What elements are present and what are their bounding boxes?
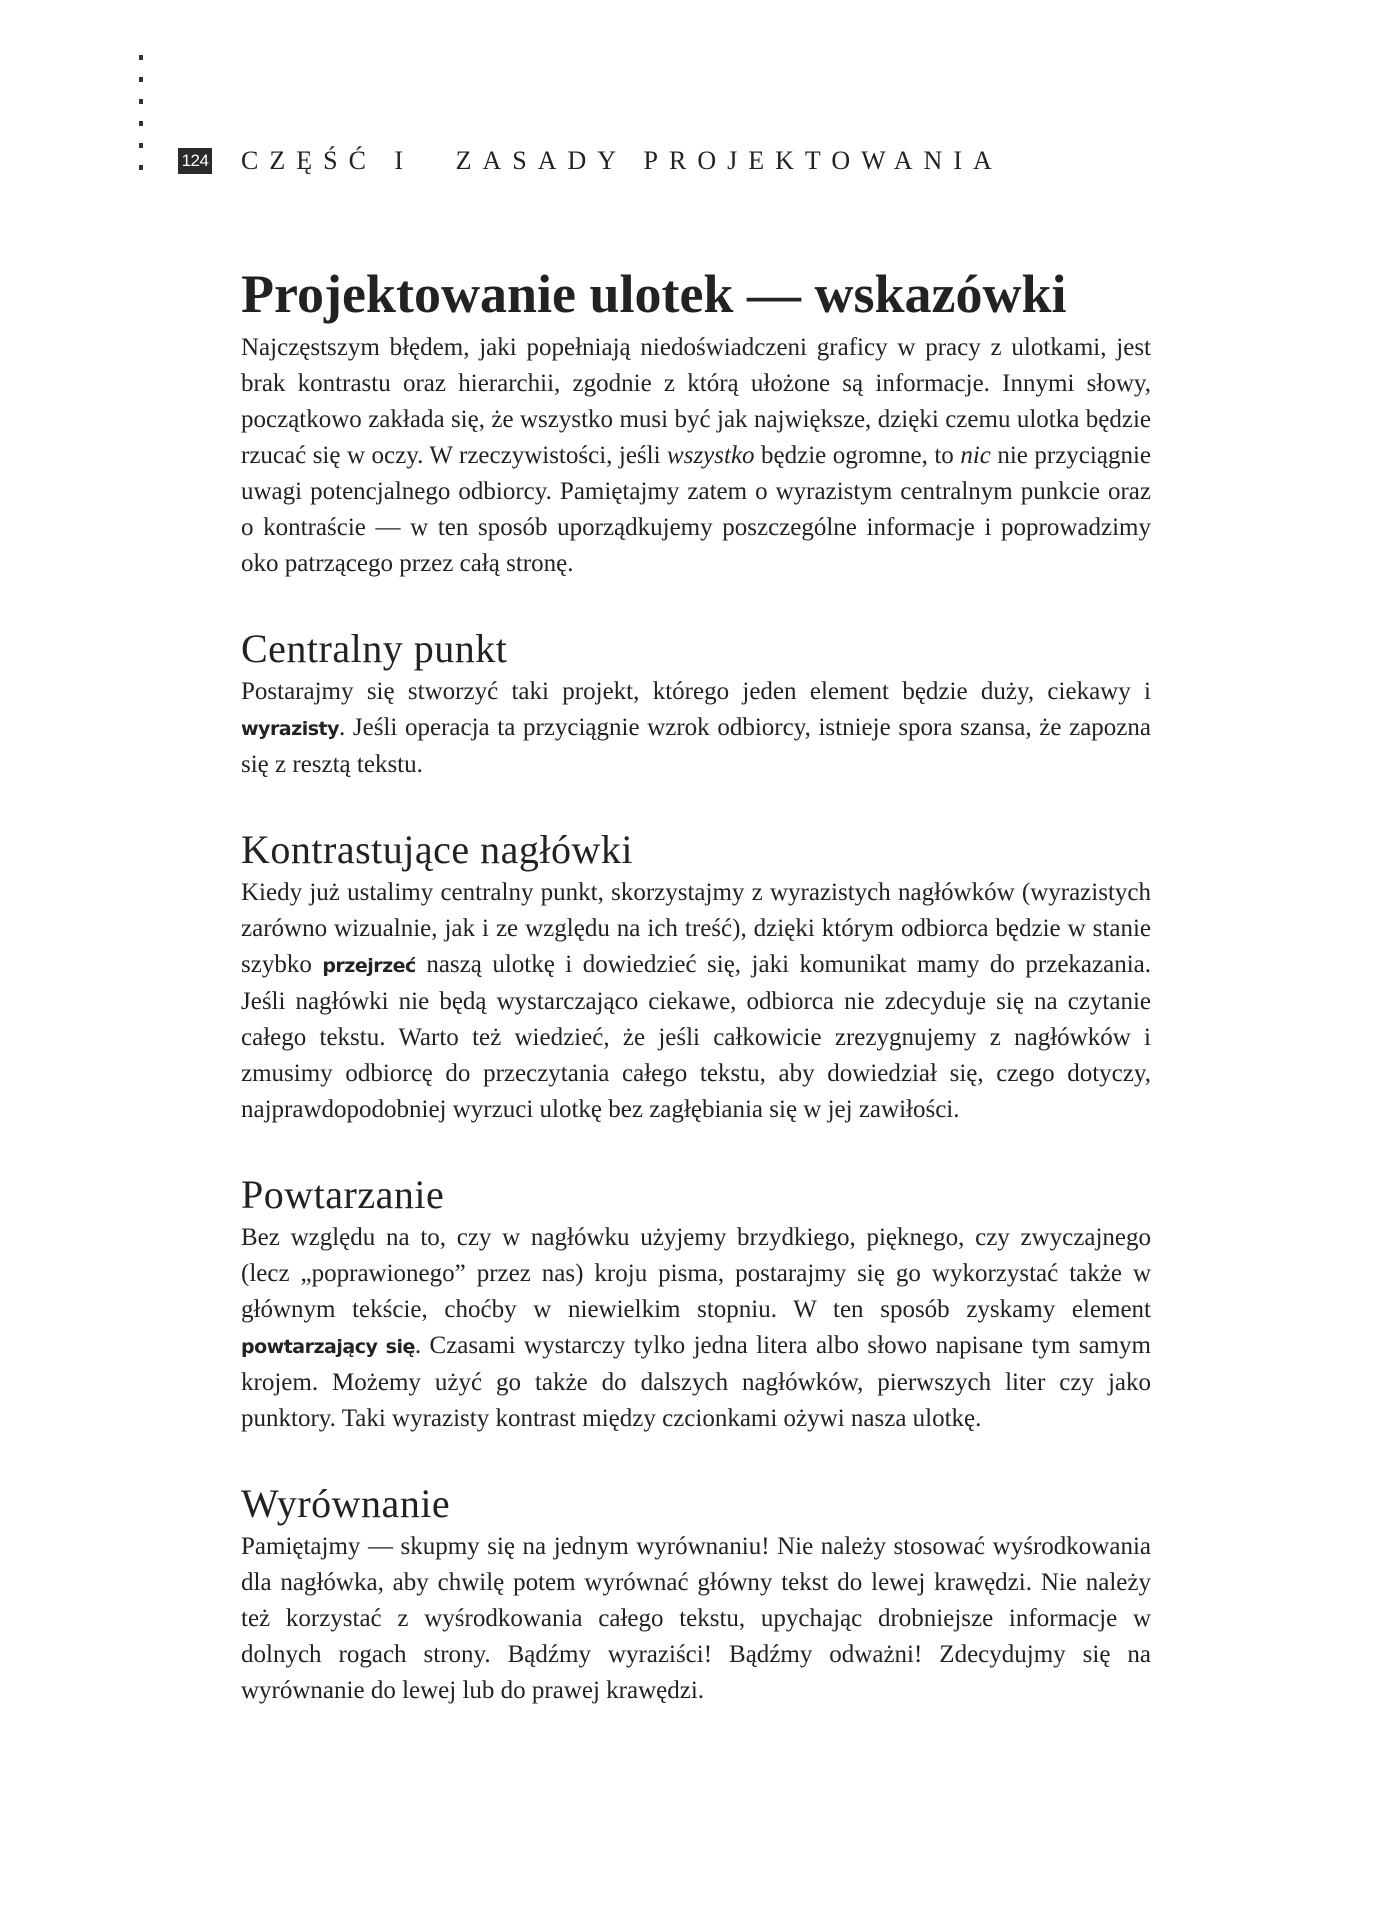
running-head-title: ZASADY PROJEKTOWANIA [455, 146, 1003, 175]
intro-text-2: będzie ogromne, to [754, 442, 961, 469]
section-paragraph-alignment [241, 1529, 1151, 1709]
section-paragraph-contrasting-headlines [241, 875, 1151, 1128]
section-text: naszą ulotkę i dowiedzieć się, jaki komunikat mamy do przekazania. Jeśli nagłówki nie będą wystarczająco ciekawe, odbiorca nie zdecyduje się na czytanie całego tekstu. Warto też wiedzieć, że jeśli całkowicie zrezygnujemy z nagłówków i zmusimy odbiorcę do przeczytania całego tekstu, aby dowiedział się, czego dotyczy, najprawdopodobniej wyrzuci ulotkę bez zagłębiania się w jej zawiłości. [241, 951, 1151, 1123]
margin-dot [139, 55, 143, 60]
article [241, 262, 1151, 1709]
margin-dots [139, 55, 147, 187]
section-text: Pamiętajmy — skupmy się na jednym wyrównaniu! Nie należy stosować wyśrodkowania dla nagłówka, aby chwilę potem wyrównać główny tekst do lewej krawędzi. Nie należy też korzystać z wyśrodkowania całego tekstu, upychając drobniejsze informacje w dolnych rogach strony. Bądźmy wyraziści! Bądźmy odważni! Zdecydujmy się na wyrównanie do lewej lub do prawej krawędzi. [241, 1533, 1151, 1704]
intro-text-3: nie przyciągnie uwagi potencjalnego odbiorcy. Pamiętajmy zatem o wyrazistym centralnym punkcie oraz o kontraście — w ten sposób uporządkujemy poszczególne informacje i poprowadzimy oko patrzącego przez całą stronę. [241, 442, 1151, 577]
section-text: Bez względu na to, czy w nagłówku użyjemy brzydkiego, pięknego, czy zwyczajnego (lecz „poprawionego” przez nas) kroju pisma, postarajmy się go wykorzystać także w głównym tekście, choćby w niewielkim stopniu. W ten sposób zyskamy element [241, 1224, 1151, 1323]
section-heading-central-point: Centralny punkt [241, 626, 508, 671]
page-number: 124 [178, 148, 212, 174]
intro-emphasis-2: nic [960, 442, 991, 469]
running-head [241, 145, 1003, 177]
section-text: . Czasami wystarczy tylko jedna litera albo słowo napisane tym samym krojem. Możemy użyć go także do dalszych nagłówków, pierwszych liter czy jako punktory. Taki wyrazisty kontrast między czcionkami ożywi nasza ulotkę. [241, 1332, 1151, 1432]
margin-dot [139, 165, 143, 170]
margin-dot [139, 121, 143, 126]
article-title: Projektowanie ulotek — wskazówki [241, 264, 1067, 324]
section-text: . Jeśli operacja ta przyciągnie wzrok odbiorcy, istnieje spora szansa, że zapozna się z resztą tekstu. [241, 714, 1151, 778]
section-paragraph-central-point [241, 674, 1151, 783]
running-head-part: CZĘŚĆ I [241, 146, 415, 175]
section-text: Postarajmy się stworzyć taki projekt, którego jeden element będzie duży, ciekawy i [241, 678, 1151, 705]
section-heading-repetition: Powtarzanie [241, 1172, 445, 1217]
intro-paragraph [241, 330, 1151, 582]
section-heading-alignment: Wyrównanie [241, 1481, 451, 1526]
section-paragraph-repetition [241, 1220, 1151, 1437]
section-text: Kiedy już ustalimy centralny punkt, skorzystajmy z wyrazistych nagłówków (wyrazistych zarówno wizualnie, jak i ze względu na ich treść), dzięki którym odbiorca będzie w stanie szybko [241, 879, 1151, 978]
section-heading-contrasting-headlines: Kontrastujące nagłówki [241, 827, 633, 872]
intro-text-1: Najczęstszym błędem, jaki popełniają niedoświadczeni graficy w pracy z ulotkami, jest brak kontrastu oraz hierarchii, zgodnie z którą ułożone są informacje. Innymi słowy, początkowo zakłada się, że wszystko musi być jak największe, dzięki czemu ulotka będzie rzucać się w oczy. W rzeczywistości, jeśli [241, 334, 1151, 469]
section-highlight: przejrzeć [322, 955, 416, 977]
margin-dot [139, 77, 143, 82]
margin-dot [139, 143, 143, 148]
section-highlight: powtarzający się [241, 1336, 415, 1358]
margin-dot [139, 99, 143, 104]
section-highlight: wyrazisty [241, 718, 339, 740]
intro-emphasis-1: wszystko [667, 442, 755, 469]
